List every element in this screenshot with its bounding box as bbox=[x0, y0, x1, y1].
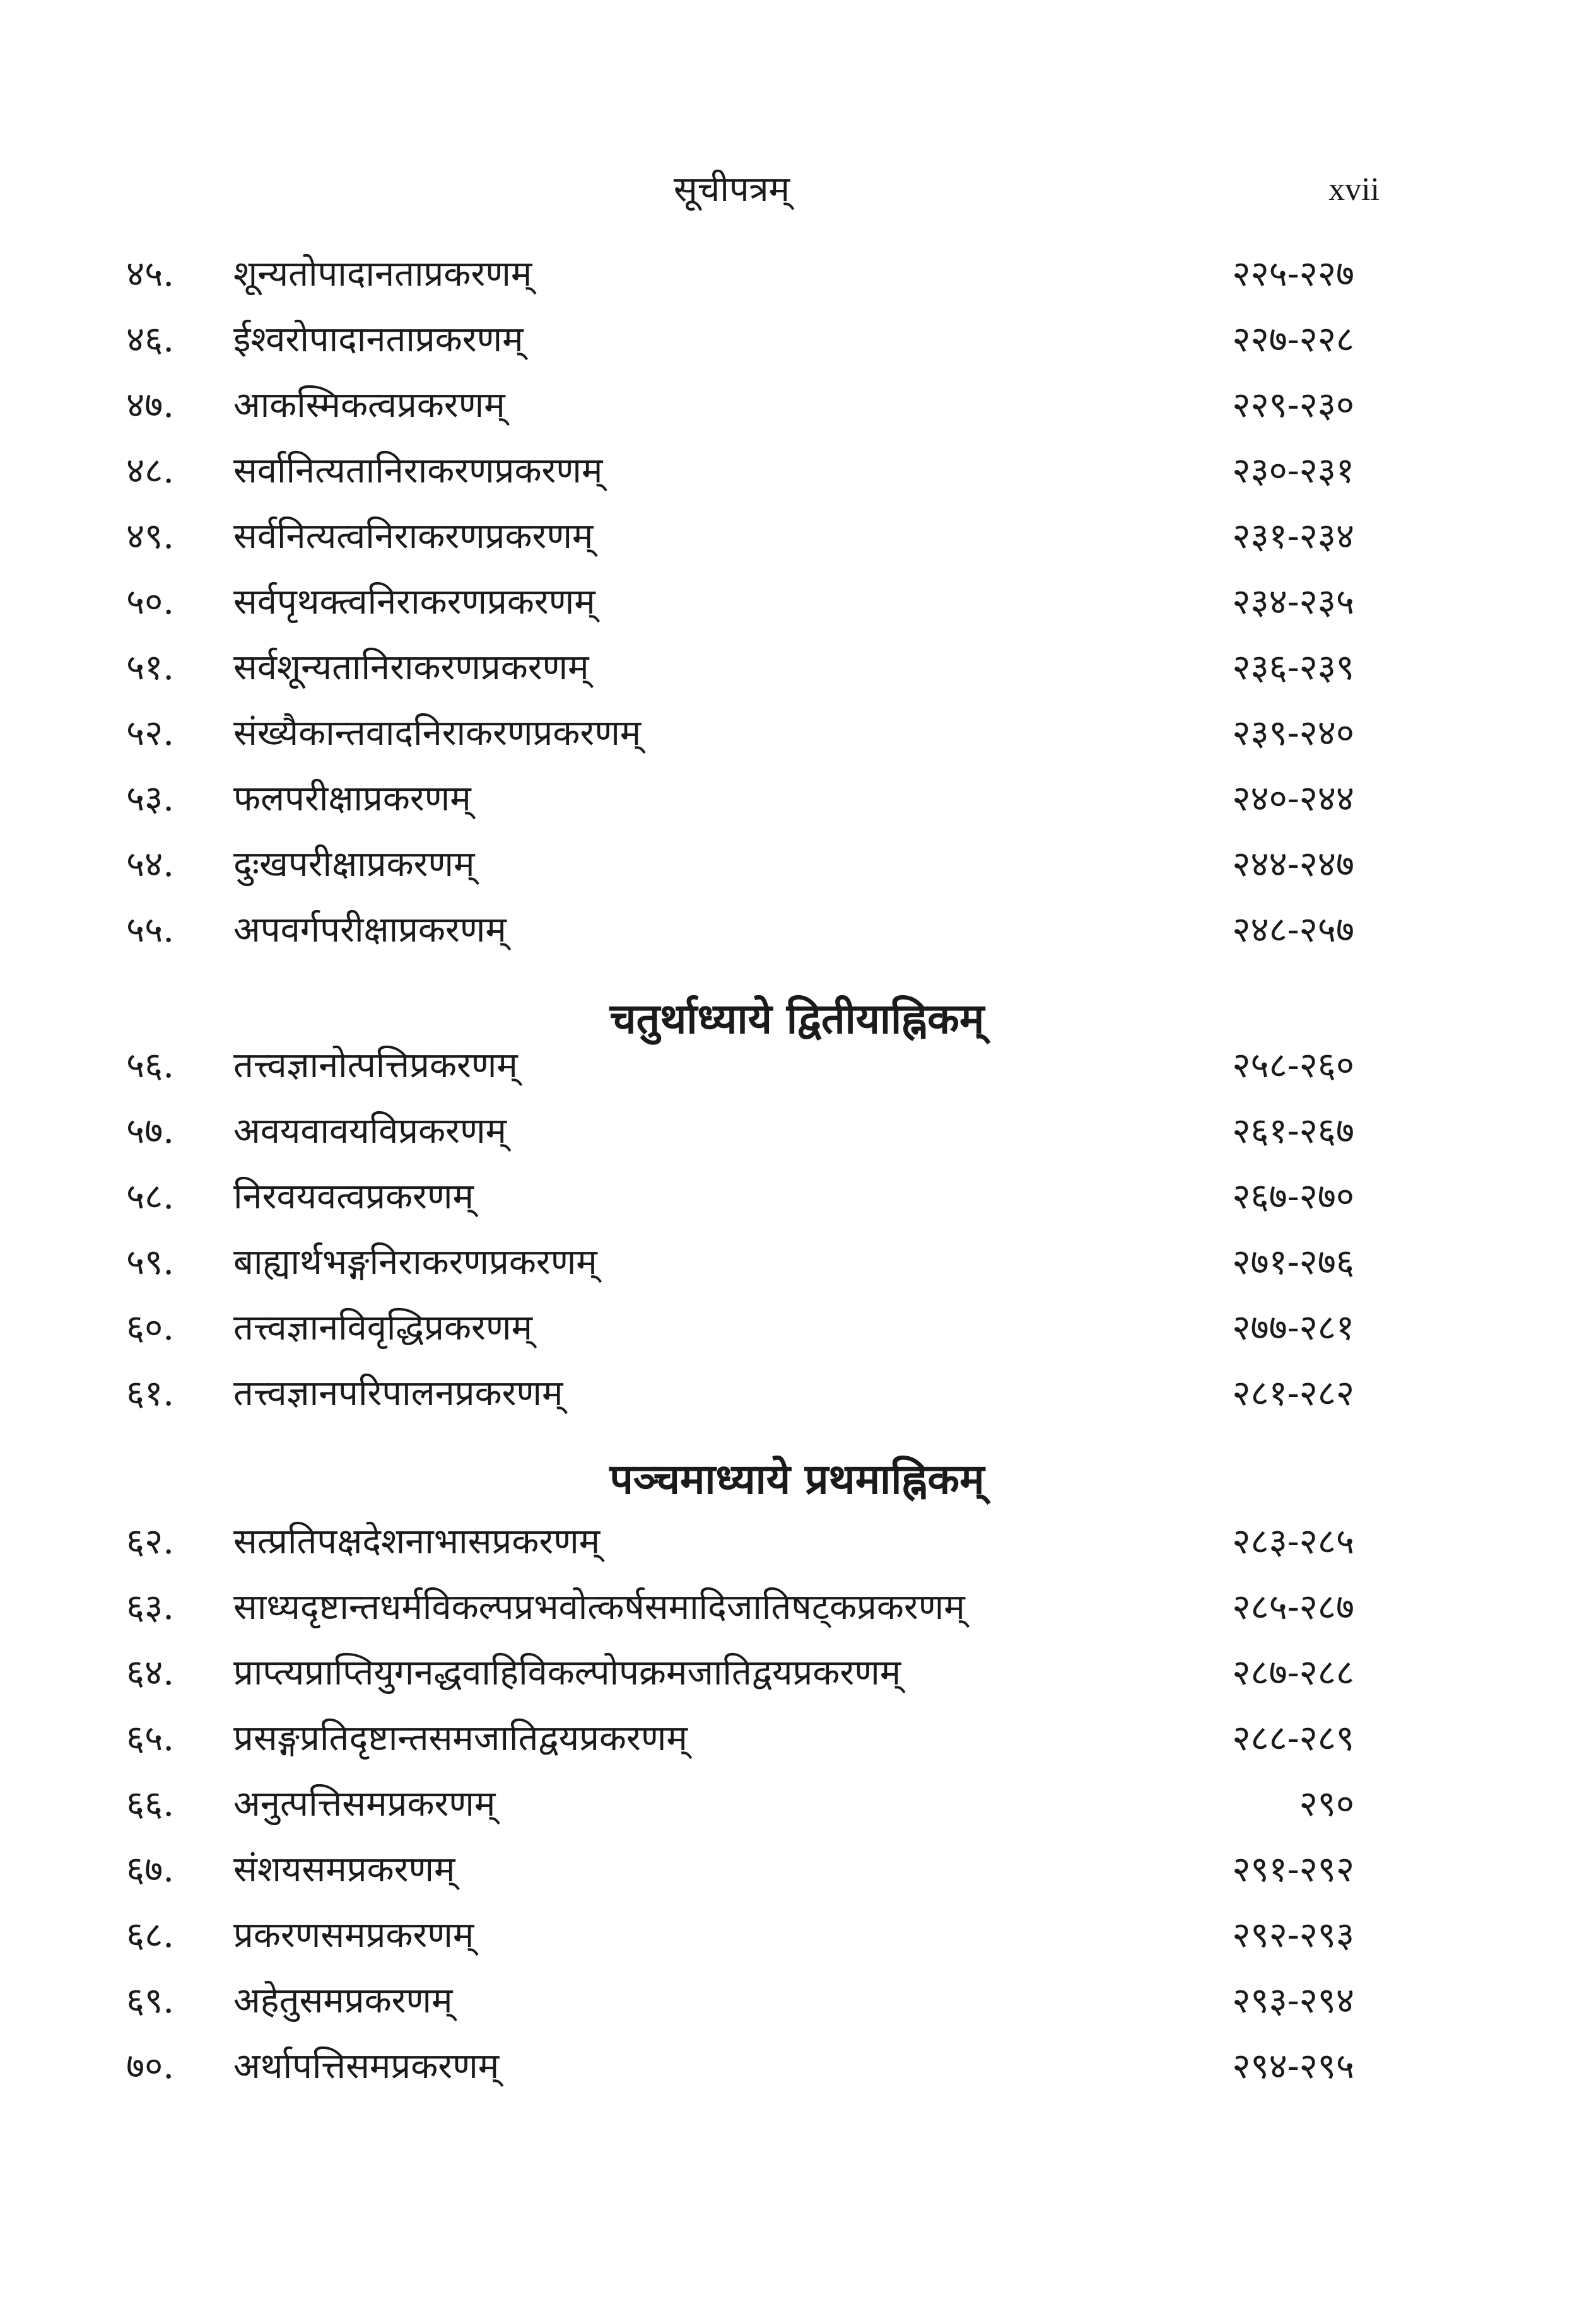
entry-number: ५१. bbox=[126, 647, 175, 688]
entry-number: ५३. bbox=[126, 778, 175, 819]
entry-pages: २३०-२३१ bbox=[1232, 450, 1354, 491]
entry-pages: २४४-२४७ bbox=[1232, 844, 1354, 885]
entry-number: ४५. bbox=[126, 254, 175, 295]
entry-title: सर्वपृथक्त्वनिराकरणप्रकरणम् bbox=[233, 581, 595, 622]
entry-pages: २९० bbox=[1299, 1784, 1354, 1825]
toc-entry bbox=[0, 1576, 1594, 1639]
toc-entry bbox=[0, 1707, 1594, 1770]
entry-number: ४७. bbox=[126, 385, 175, 426]
entry-pages: २२७-२२८ bbox=[1232, 319, 1354, 360]
entry-pages: २७७-२८१ bbox=[1232, 1307, 1354, 1348]
entry-title: संख्यैकान्तवादनिराकरणप्रकरणम् bbox=[233, 713, 642, 754]
toc-entry bbox=[0, 1510, 1594, 1574]
entry-pages: २८५-२८७ bbox=[1232, 1587, 1354, 1628]
entry-pages: २५८-२६० bbox=[1232, 1045, 1354, 1086]
entry-title: संशयसमप्रकरणम् bbox=[233, 1849, 455, 1890]
entry-title: सत्प्रतिपक्षदेशनाभासप्रकरणम् bbox=[233, 1521, 601, 1562]
entry-title: आकस्मिकत्वप्रकरणम् bbox=[233, 385, 505, 426]
toc-entry bbox=[0, 1100, 1594, 1163]
entry-pages: २९२-२९३ bbox=[1232, 1915, 1354, 1956]
entry-title: अवयवावयविप्रकरणम् bbox=[233, 1111, 507, 1152]
entry-number: ५९. bbox=[126, 1242, 175, 1283]
entry-number: ५६. bbox=[126, 1045, 175, 1086]
entry-number: ५२. bbox=[126, 713, 175, 754]
entry-pages: २६७-२७० bbox=[1232, 1176, 1354, 1217]
toc-entry bbox=[0, 1970, 1594, 2033]
entry-number: ४९. bbox=[126, 516, 175, 557]
page-number: xvii bbox=[1328, 172, 1380, 207]
toc-entry bbox=[0, 1642, 1594, 1705]
entry-number: ६३. bbox=[126, 1587, 175, 1628]
entry-title: दुःखपरीक्षाप्रकरणम् bbox=[233, 844, 475, 885]
entry-pages: २८७-२८८ bbox=[1232, 1652, 1354, 1693]
entry-title: अपवर्गपरीक्षाप्रकरणम् bbox=[233, 909, 507, 950]
toc-entry bbox=[0, 440, 1594, 503]
toc-entry bbox=[0, 1034, 1594, 1097]
entry-title: प्रसङ्गप्रतिदृष्टान्तसमजातिद्वयप्रकरणम् bbox=[233, 1718, 688, 1759]
entry-title: निरवयवत्वप्रकरणम् bbox=[233, 1176, 474, 1217]
toc-entry bbox=[0, 308, 1594, 371]
entry-title: अर्थापत्तिसमप्रकरणम् bbox=[233, 2046, 500, 2087]
entry-number: ६८. bbox=[126, 1915, 175, 1956]
entry-number: ६४. bbox=[126, 1652, 175, 1693]
entry-title: सर्वनित्यत्वनिराकरणप्रकरणम् bbox=[233, 516, 594, 557]
toc-entry bbox=[0, 505, 1594, 568]
toc-entry bbox=[0, 1773, 1594, 1836]
entry-title: बाह्यार्थभङ्गनिराकरणप्रकरणम् bbox=[233, 1242, 597, 1283]
entry-pages: २८८-२८९ bbox=[1232, 1718, 1354, 1759]
entry-pages: २४८-२५७ bbox=[1232, 909, 1354, 950]
entry-title: सर्वशून्यतानिराकरणप्रकरणम् bbox=[233, 647, 589, 688]
entry-title: अहेतुसमप्रकरणम् bbox=[233, 1980, 453, 2021]
toc-entry bbox=[0, 636, 1594, 699]
entry-number: ५८. bbox=[126, 1176, 175, 1217]
entry-title: ईश्वरोपादानताप्रकरणम् bbox=[233, 319, 524, 360]
entry-number: ६९. bbox=[126, 1980, 175, 2021]
entry-number: ६२. bbox=[126, 1521, 175, 1562]
entry-number: ६५. bbox=[126, 1718, 175, 1759]
entry-pages: २८१-२८२ bbox=[1232, 1373, 1354, 1414]
entry-title: तत्त्वज्ञानपरिपालनप्रकरणम् bbox=[233, 1373, 563, 1414]
toc-entry bbox=[0, 374, 1594, 437]
entry-pages: २३१-२३४ bbox=[1232, 516, 1354, 557]
toc-entry bbox=[0, 702, 1594, 765]
entry-number: ५५. bbox=[126, 909, 175, 950]
entry-title: प्रकरणसमप्रकरणम् bbox=[233, 1915, 474, 1956]
running-title: सूचीपत्रम् bbox=[673, 169, 790, 210]
entry-title: अनुत्पत्तिसमप्रकरणम् bbox=[233, 1784, 496, 1825]
toc-entry bbox=[0, 1297, 1594, 1360]
entry-pages: २७१-२७६ bbox=[1232, 1242, 1354, 1283]
entry-pages: २८३-२८५ bbox=[1232, 1521, 1354, 1562]
entry-title: साध्यदृष्टान्तधर्मविकल्पप्रभवोत्कर्षसमादिजातिषट्कप्रकरणम् bbox=[233, 1587, 965, 1628]
toc-entry bbox=[0, 1165, 1594, 1229]
entry-number: ४६. bbox=[126, 319, 175, 360]
entry-pages: २२५-२२७ bbox=[1232, 254, 1354, 295]
entry-pages: २९३-२९४ bbox=[1232, 1980, 1354, 2021]
toc-entry bbox=[0, 1904, 1594, 1967]
entry-number: ४८. bbox=[126, 450, 175, 491]
toc-entry bbox=[0, 2035, 1594, 2098]
entry-title: शून्यतोपादानताप्रकरणम् bbox=[233, 254, 532, 295]
entry-title: सर्वानित्यतानिराकरणप्रकरणम् bbox=[233, 450, 603, 491]
entry-number: ५४. bbox=[126, 844, 175, 885]
entry-pages: २९१-२९२ bbox=[1232, 1849, 1354, 1890]
entry-pages: २२९-२३० bbox=[1232, 385, 1354, 426]
page-header bbox=[0, 161, 1594, 218]
entry-number: ६१. bbox=[126, 1373, 175, 1414]
entry-title: तत्त्वज्ञानविवृद्धिप्रकरणम् bbox=[233, 1307, 532, 1348]
entry-number: ७०. bbox=[126, 2046, 175, 2087]
toc-entry bbox=[0, 571, 1594, 634]
entry-number: ५७. bbox=[126, 1111, 175, 1152]
section-heading: पञ्चमाध्याये प्रथमाह्निकम् bbox=[609, 1454, 985, 1504]
entry-number: ६६. bbox=[126, 1784, 175, 1825]
toc-entry bbox=[0, 1838, 1594, 1901]
toc-entry bbox=[0, 243, 1594, 306]
toc-entry bbox=[0, 899, 1594, 962]
entry-number: ५०. bbox=[126, 581, 175, 622]
entry-number: ६७. bbox=[126, 1849, 175, 1890]
entry-number: ६०. bbox=[126, 1307, 175, 1348]
entry-title: प्राप्त्यप्राप्तियुगनद्धवाहिविकल्पोपक्रमजातिद्वयप्रकरणम् bbox=[233, 1652, 901, 1693]
entry-pages: २६१-२६७ bbox=[1232, 1111, 1354, 1152]
toc-entry bbox=[0, 1362, 1594, 1425]
toc-entry bbox=[0, 1231, 1594, 1294]
entry-pages: २३४-२३५ bbox=[1232, 581, 1354, 622]
entry-title: तत्त्वज्ञानोत्पत्तिप्रकरणम् bbox=[233, 1045, 518, 1086]
entry-title: फलपरीक्षाप्रकरणम् bbox=[233, 778, 471, 819]
section-heading: चतुर्थाध्याये द्वितीयाह्निकम् bbox=[609, 994, 985, 1043]
toc-entry bbox=[0, 768, 1594, 831]
toc-entry bbox=[0, 833, 1594, 896]
entry-pages: २३९-२४० bbox=[1232, 713, 1354, 754]
entry-pages: २४०-२४४ bbox=[1232, 778, 1354, 819]
entry-pages: २९४-२९५ bbox=[1232, 2046, 1354, 2087]
entry-pages: २३६-२३९ bbox=[1232, 647, 1354, 688]
